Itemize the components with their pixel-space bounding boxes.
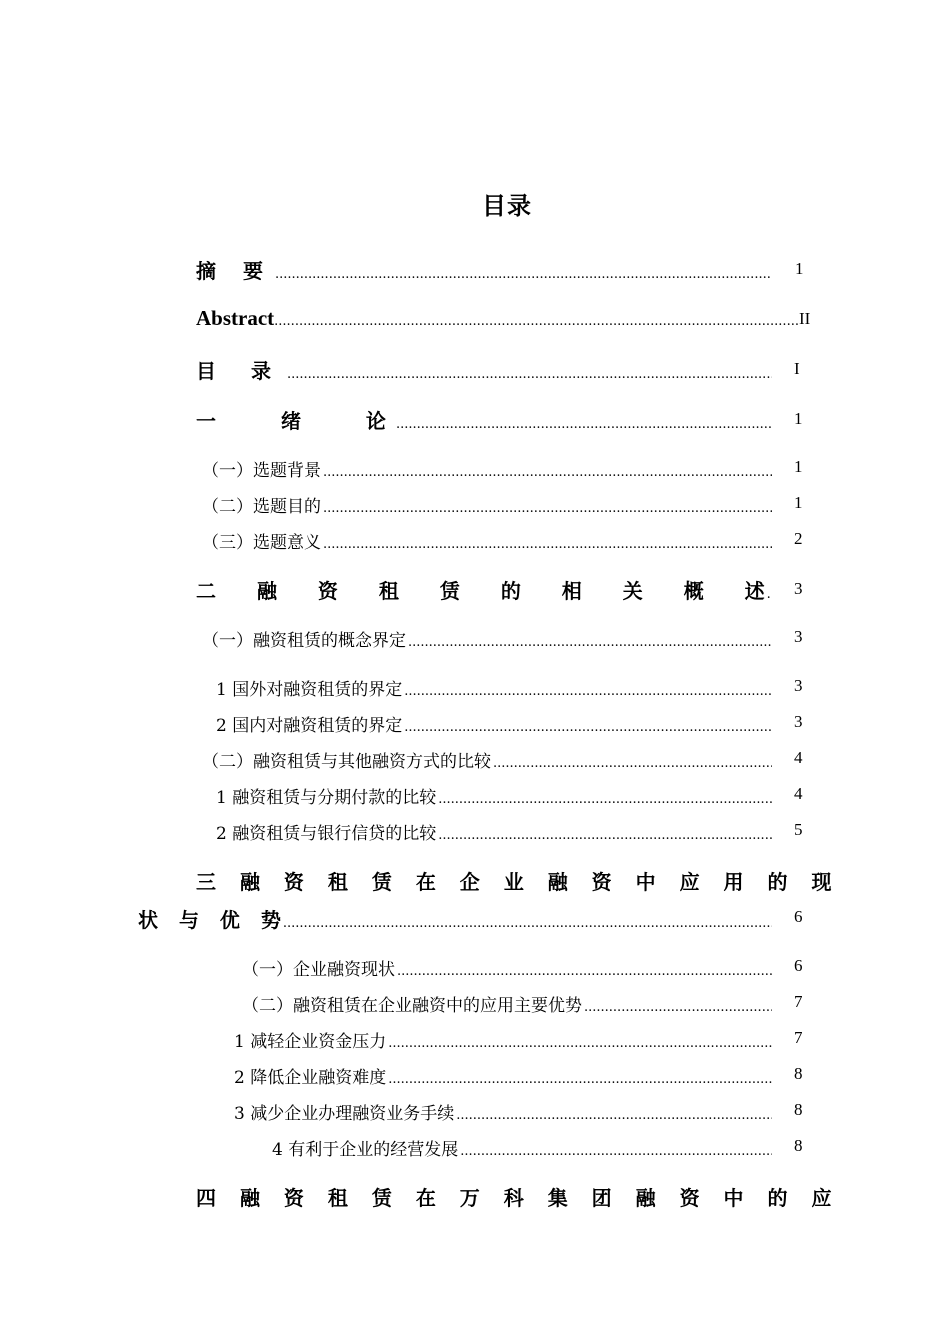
toc-label: 4 有利于企业的经营发展 — [272, 1140, 459, 1160]
toc-entry-3-2[interactable] — [242, 991, 774, 1016]
toc-label: Abstract — [196, 306, 275, 330]
toc-page: II — [799, 309, 811, 328]
toc-label: （三）选题意义 — [202, 533, 321, 553]
toc-page: 4 — [794, 784, 803, 803]
toc-page: 7 — [794, 992, 803, 1011]
toc-leader — [283, 916, 772, 931]
toc-entry-1-2[interactable] — [202, 492, 774, 517]
toc-leader — [323, 465, 772, 480]
page-title: 目录 — [482, 192, 532, 220]
toc-entry-1-1[interactable] — [202, 456, 774, 481]
toc-entry-3-2-4[interactable] — [272, 1135, 774, 1160]
toc-page: 8 — [794, 1064, 803, 1083]
toc-entry-abstract-cn[interactable] — [196, 255, 774, 284]
toc-entry-1-3[interactable] — [202, 528, 774, 553]
toc-entry-chapter-4[interactable] — [196, 1182, 832, 1211]
toc-leader — [287, 367, 772, 382]
toc-page: 3 — [794, 676, 803, 695]
toc-page: 6 — [794, 907, 803, 926]
toc-entry-3-2-3[interactable] — [234, 1099, 774, 1124]
toc-label: 一 绪 论 — [196, 409, 394, 433]
toc-label: 目 录 — [196, 359, 285, 383]
toc-page: 2 — [794, 529, 803, 548]
toc-label: （一）企业融资现状 — [242, 960, 395, 980]
toc-leader — [397, 964, 772, 979]
toc-label: 2 融资租赁与银行信贷的比较 — [216, 824, 437, 844]
toc-leader — [396, 417, 772, 432]
toc-page: 6 — [794, 956, 803, 975]
toc-label: （二）融资租赁在企业融资中的应用主要优势 — [242, 996, 582, 1016]
toc-page: 8 — [794, 1136, 803, 1155]
toc-entry-2-2[interactable] — [202, 747, 774, 772]
toc-entry-2-1[interactable] — [202, 626, 774, 651]
toc-entry-chapter-3-line2[interactable] — [138, 904, 774, 933]
toc-label: 二 融 资 租 赁 的 相 关 概 述 — [196, 579, 765, 603]
toc-page: 1 — [794, 493, 803, 512]
toc-page: 8 — [794, 1100, 803, 1119]
toc-leader — [438, 792, 772, 807]
toc-label: （一）融资租赁的概念界定 — [202, 631, 406, 651]
toc-leader — [493, 756, 772, 771]
toc-page: I — [794, 359, 800, 378]
toc-entry-chapter-2[interactable] — [196, 575, 774, 604]
toc-entry-3-1[interactable] — [242, 955, 774, 980]
toc-leader — [404, 684, 772, 699]
toc-page: 3 — [794, 712, 803, 731]
toc-label: 1 融资租赁与分期付款的比较 — [216, 788, 437, 808]
toc-label: （一）选题背景 — [202, 461, 321, 481]
toc-label: 状 与 优 势 — [138, 908, 281, 932]
toc-label: （二）融资租赁与其他融资方式的比较 — [202, 752, 491, 772]
toc-leader — [388, 1036, 772, 1051]
toc-label: 摘 要 — [196, 259, 273, 283]
toc-leader — [438, 828, 772, 843]
toc-entry-chapter-1[interactable] — [196, 405, 774, 434]
toc-page: 1 — [794, 457, 803, 476]
toc-entry-contents[interactable] — [196, 355, 774, 384]
toc-entry-3-2-2[interactable] — [234, 1063, 774, 1088]
toc-label: 三 融 资 租 赁 在 企 业 融 资 中 应 用 的 现 — [196, 870, 832, 894]
toc-leader — [584, 1000, 772, 1015]
toc-leader — [456, 1108, 772, 1123]
toc-entry-3-2-1[interactable] — [234, 1027, 774, 1052]
toc-entry-2-1-1[interactable] — [216, 675, 774, 700]
toc-label: 2 降低企业融资难度 — [234, 1068, 387, 1088]
toc-label: 1 国外对融资租赁的界定 — [216, 680, 403, 700]
toc-label: 3 减少企业办理融资业务手续 — [234, 1104, 455, 1124]
toc-label: （二）选题目的 — [202, 497, 321, 517]
toc-entry-chapter-3-line1[interactable] — [196, 866, 832, 895]
toc-leader — [388, 1072, 772, 1087]
toc-page: 1 — [794, 409, 803, 428]
toc-leader — [275, 267, 772, 282]
toc-page: 3 — [794, 627, 803, 646]
toc-label: 2 国内对融资租赁的界定 — [216, 716, 403, 736]
toc-page: 5 — [794, 820, 803, 839]
toc-entry-2-1-2[interactable] — [216, 711, 774, 736]
toc-leader — [460, 1144, 772, 1159]
toc-leader — [408, 635, 772, 650]
toc-leader — [404, 720, 772, 735]
toc-leader — [274, 314, 798, 329]
toc-page: 1 — [795, 259, 804, 278]
toc-entry-2-2-1[interactable] — [216, 783, 774, 808]
toc-page: 4 — [794, 748, 803, 767]
toc-leader — [323, 501, 772, 516]
toc-leader — [323, 537, 772, 552]
toc-page: 3 — [794, 579, 803, 598]
toc-entry-2-2-2[interactable] — [216, 819, 774, 844]
toc-leader — [767, 587, 772, 602]
toc-page: 7 — [794, 1028, 803, 1047]
toc-entry-abstract-en[interactable] — [196, 306, 798, 331]
toc-label: 1 减轻企业资金压力 — [234, 1032, 387, 1052]
toc-label: 四 融 资 租 赁 在 万 科 集 团 融 资 中 的 应 — [196, 1186, 832, 1210]
